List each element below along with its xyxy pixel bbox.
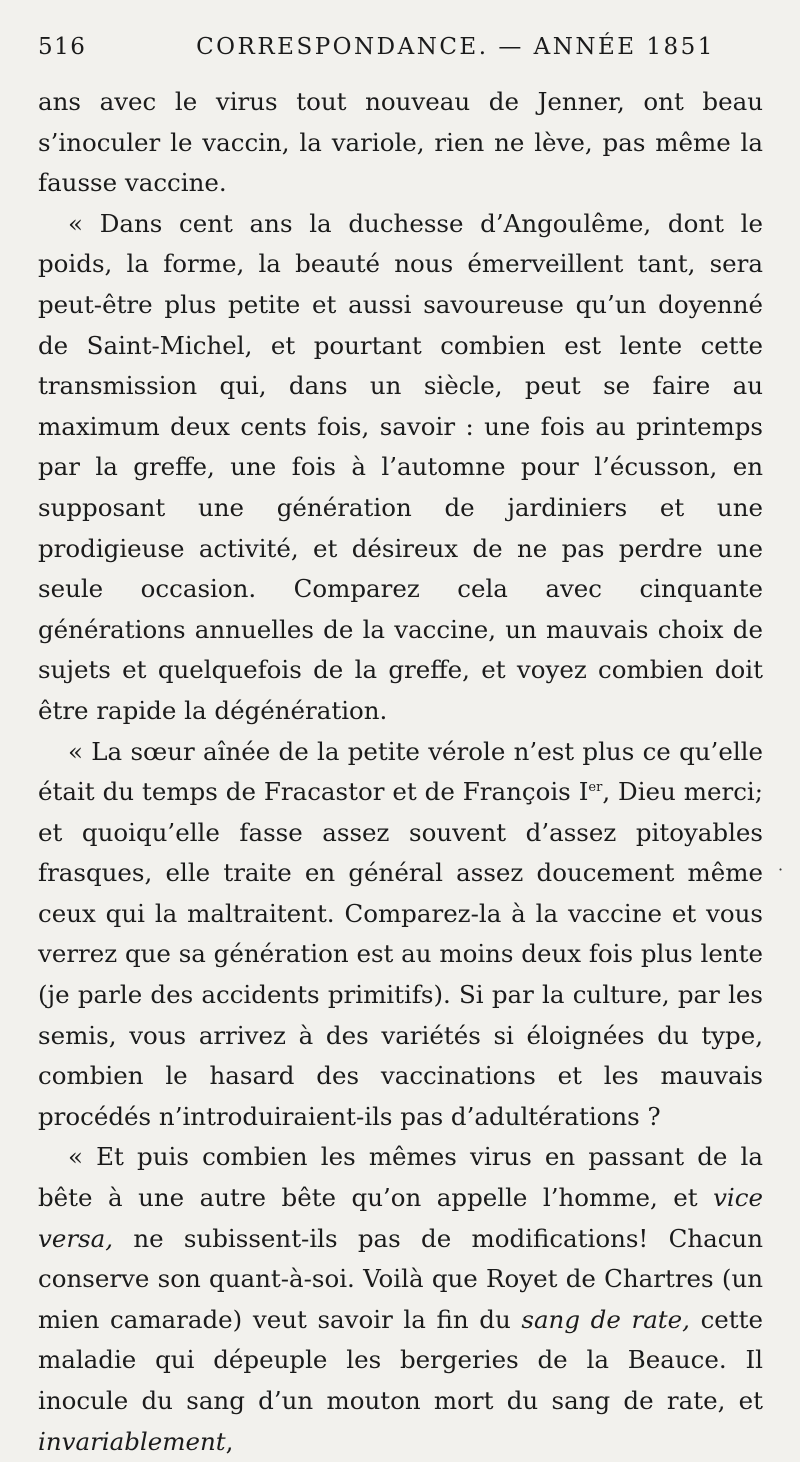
superscript-er: er [588, 779, 603, 795]
paragraph-4-text-c: cette maladie qui dépeuple les bergeries de la Beauce. Il inocule du sang d’un mouton mort du sang de rate, et [38, 1304, 763, 1415]
paragraph-2 [38, 204, 763, 732]
running-title: CORRESPONDANCE. — ANNÉE 1851 [196, 34, 715, 60]
paragraph-4 [38, 1137, 763, 1462]
paragraph-3 [38, 732, 763, 1138]
page-number: 516 [38, 34, 87, 60]
margin-dot: · [778, 860, 784, 879]
paragraph-4-text-b: ne subissent-ils pas de modifications! Chacun conserve son quant-à-soi. Voilà que Royet de Chartres (un mien camarade) veut savoir la fin du [38, 1223, 763, 1334]
italic-sang-de-rate: sang de rate, [521, 1304, 690, 1334]
italic-vice-versa: vice versa, [38, 1183, 763, 1253]
paragraph-1 [38, 82, 763, 204]
paragraph-3-text-a: « La sœur aînée de la petite vérole n’est plus ce qu’elle était du temps de Fracastor et de François I [38, 736, 763, 807]
paragraph-2-text: « Dans cent ans la duchesse d’Angoulême, dont le poids, la forme, la beauté nous émerveillent tant, sera peut-être plus petite et aussi savoureuse qu’un doyenné de Saint-Michel, et pourtant combien est lente cette transmission qui, dans un siècle, peut se faire au maximum deux cents fois, savoir : une fois au printemps par la greffe, une fois à l’automne pour l’écusson, en supposant une génération de jardiniers et une prodigieuse activité, et désireux de ne pas perdre une seule occasion. Comparez cela avec cinquante générations annuelles de la vaccine, un mauvais choix de sujets et quelquefois de la greffe, et voyez combien doit être rapide la dégénération. [38, 208, 763, 725]
paragraph-1-text: ans avec le virus tout nouveau de Jenner, ont beau s’inoculer le vaccin, la variole, rien ne lève, pas même la fausse vaccine. [38, 87, 763, 198]
body-text [38, 82, 763, 1462]
paragraph-3-text-b: , Dieu merci; et quoiqu’elle fasse assez souvent d’assez pitoyables frasques, elle traite en général assez doucement même ceux qui la maltraitent. Comparez-la à la vaccine et vous verrez que sa génération est au moins deux fois plus lente (je parle des accidents primitifs). Si par la culture, par les semis, vous arrivez à des variétés si éloignées du type, combien le hasard des vaccinations et les mauvais procédés n’introduiraient-ils pas d’adultérations ? [38, 777, 764, 1131]
paragraph-4-text-d: , [225, 1426, 234, 1456]
page-header [38, 30, 763, 66]
paragraph-4-text-a: « Et puis combien les mêmes virus en passant de la bête à une autre bête qu’on appelle l’homme, et [38, 1142, 763, 1213]
italic-invariablement: invariablement [38, 1426, 226, 1456]
